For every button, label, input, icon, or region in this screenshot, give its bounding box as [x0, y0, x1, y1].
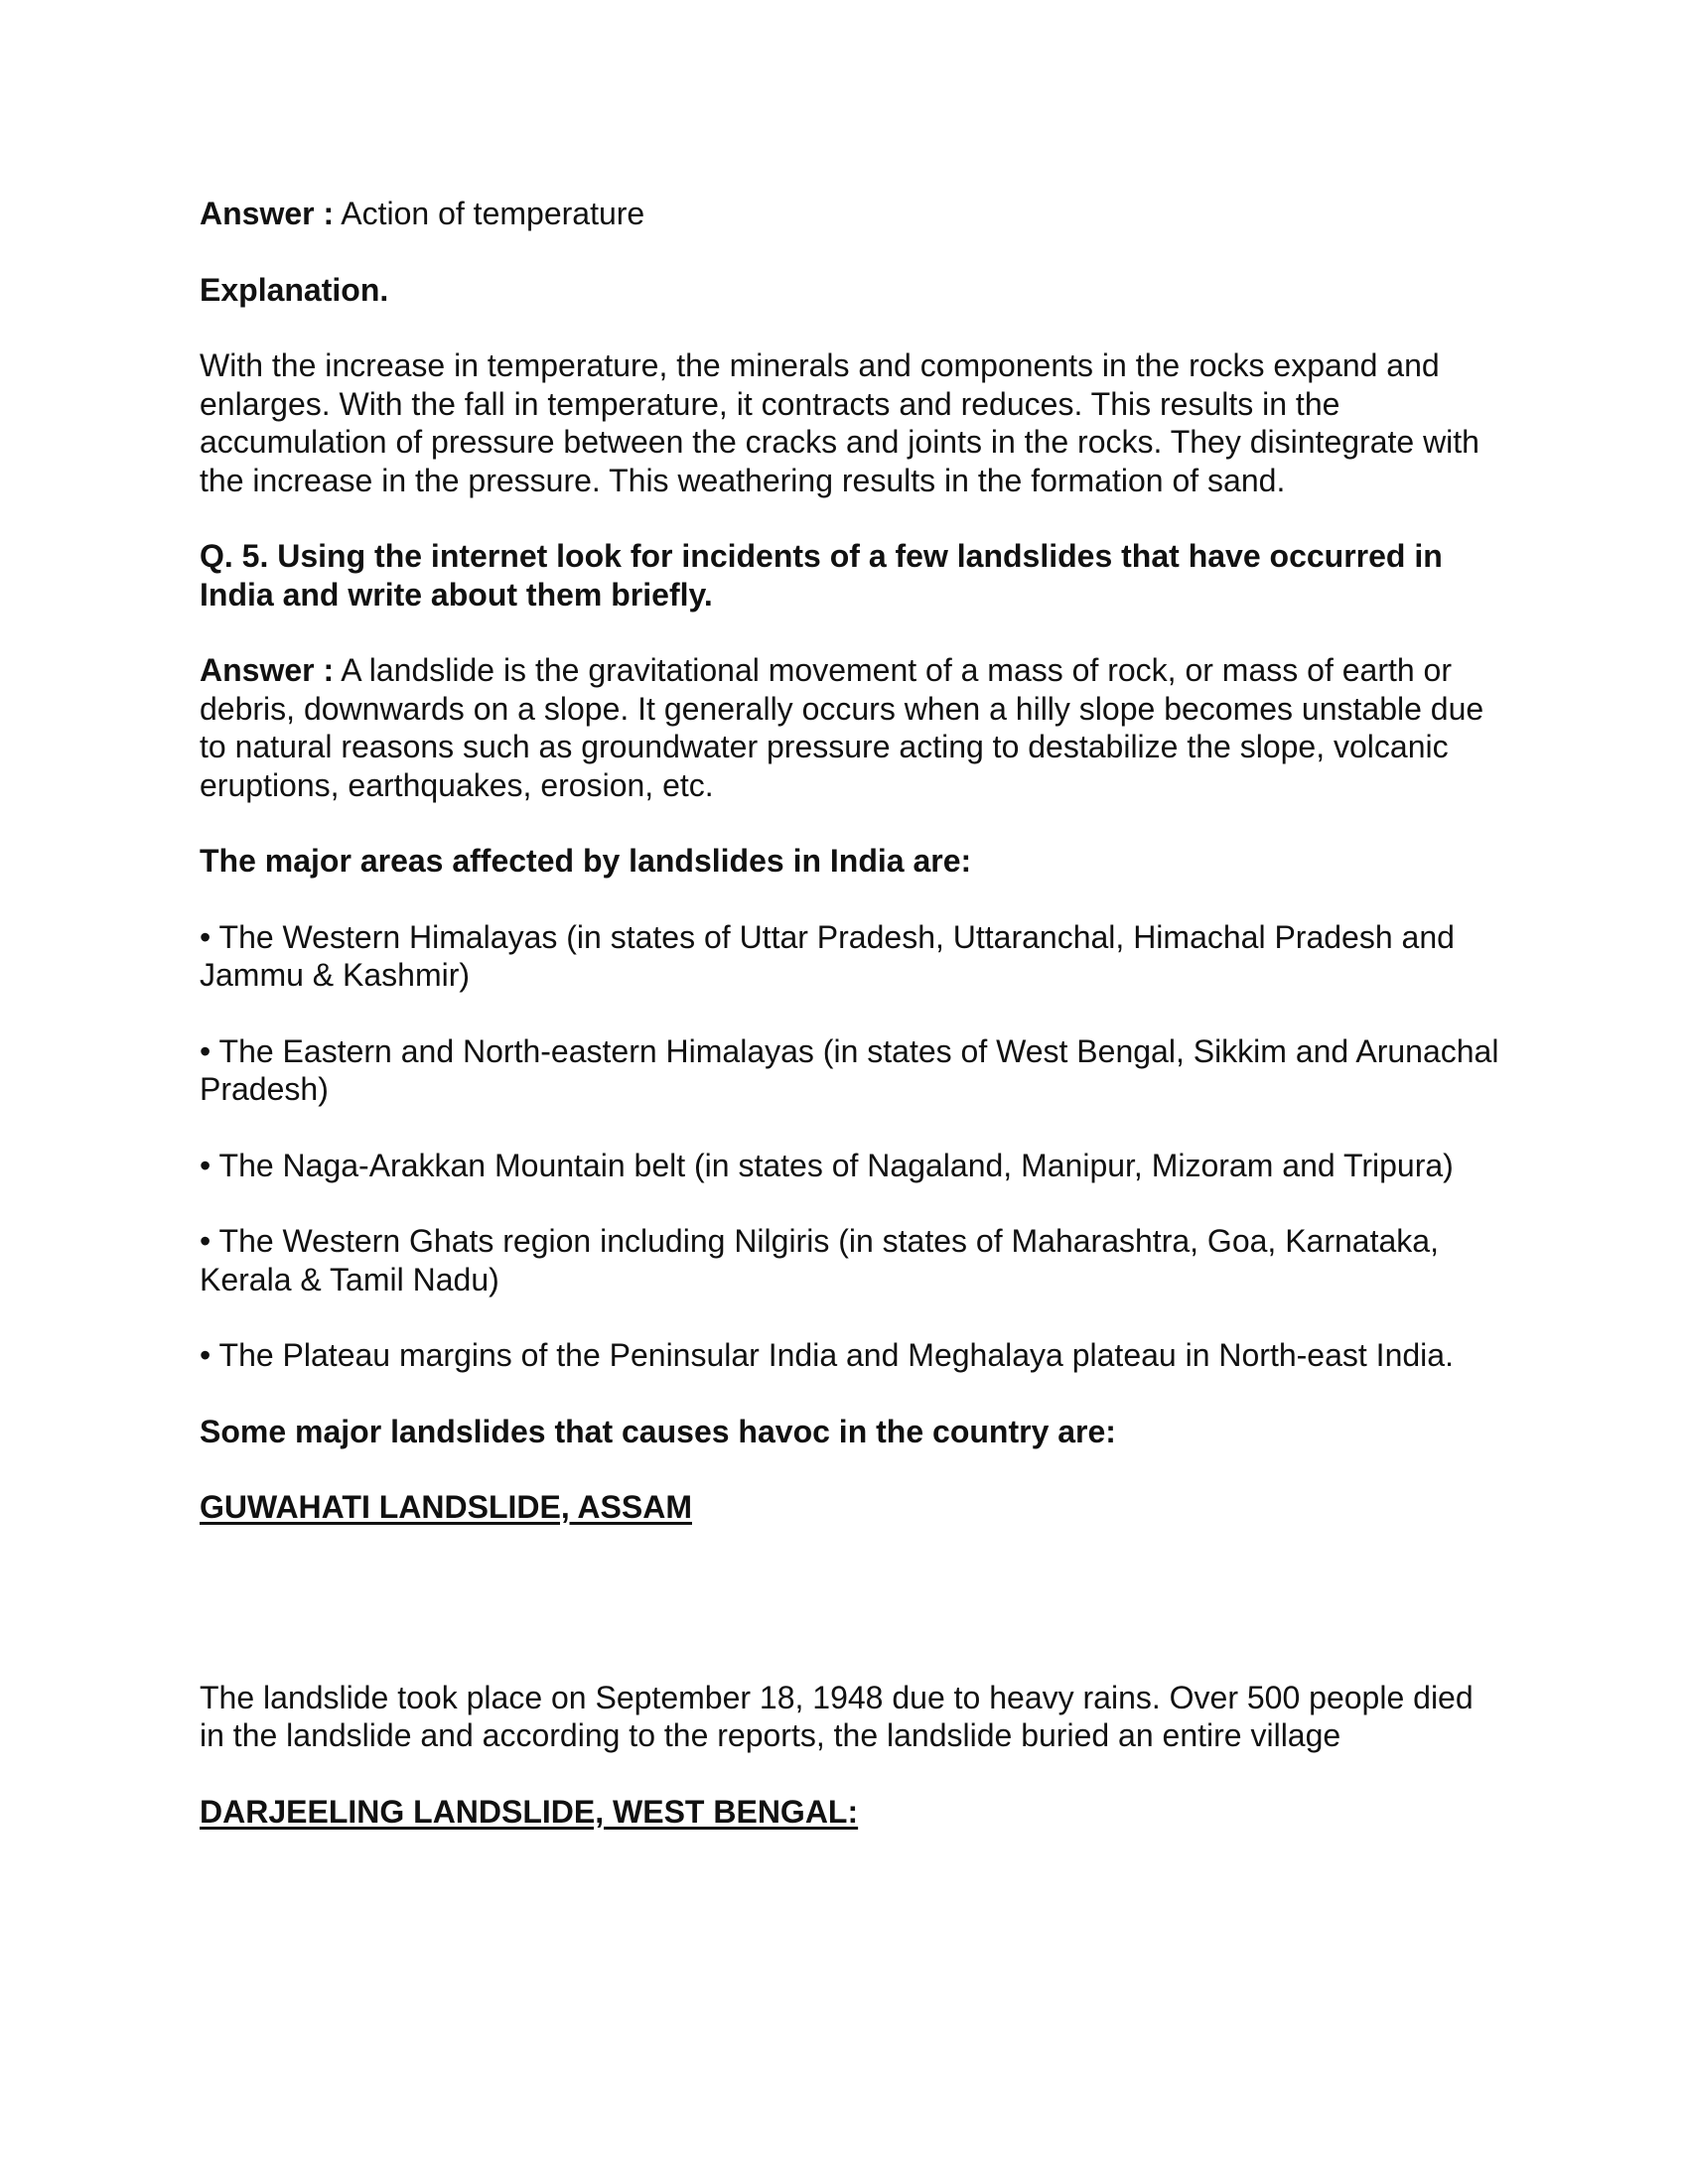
list-item: • The Western Himalayas (in states of Uttar Pradesh, Uttaranchal, Himachal Pradesh and Jammu & Kashmir) — [200, 918, 1455, 993]
guwahati-heading: GUWAHATI LANDSLIDE, ASSAM — [200, 1489, 692, 1525]
darjeeling-heading: DARJEELING LANDSLIDE, WEST BENGAL: — [200, 1793, 859, 1830]
explanation-text: With the increase in temperature, the minerals and components in the rocks expand and enlarges. With the fall in temperature, it contracts and reduces. This results in the accumulation of pressure between the cracks and joints in the rocks. They disintegrate with the increase in the pressure. This weathering results in the formation of sand. — [200, 347, 1479, 498]
answer-5-label: Answer : — [200, 652, 335, 688]
explanation-heading: Explanation. — [200, 271, 389, 308]
list-item: • The Naga-Arakkan Mountain belt (in states of Nagaland, Manipur, Mizoram and Tripura) — [200, 1147, 1454, 1183]
answer-1-label: Answer : — [200, 196, 335, 231]
document-page — [200, 195, 1500, 1831]
answer-1 — [200, 195, 1500, 233]
answer-5-text: A landslide is the gravitational movement of a mass of rock, or mass of earth or debris, downwards on a slope. It generally occurs when a hilly slope becomes unstable due to natural reasons such as groundwater pressure acting to destabilize the slope, volcanic eruptions, earthquakes, erosion, etc. — [200, 652, 1484, 803]
major-landslides-heading: Some major landslides that causes havoc in the country are: — [200, 1413, 1116, 1449]
question-5: Q. 5. Using the internet look for incidents of a few landslides that have occurred in India and write about them briefly. — [200, 538, 1443, 613]
answer-5 — [200, 651, 1500, 804]
guwahati-text: The landslide took place on September 18, 1948 due to heavy rains. Over 500 people died in the landslide and according to the reports, the landslide buried an entire village — [200, 1679, 1474, 1753]
list-item: • The Plateau margins of the Peninsular India and Meghalaya plateau in North-east India. — [200, 1337, 1454, 1373]
answer-1-text: Action of temperature — [334, 196, 645, 231]
areas-heading: The major areas affected by landslides in India are: — [200, 843, 972, 879]
list-item: • The Eastern and North-eastern Himalayas (in states of West Bengal, Sikkim and Arunachal Pradesh) — [200, 1032, 1499, 1107]
list-item: • The Western Ghats region including Nilgiris (in states of Maharashtra, Goa, Karnataka, Kerala & Tamil Nadu) — [200, 1223, 1439, 1297]
